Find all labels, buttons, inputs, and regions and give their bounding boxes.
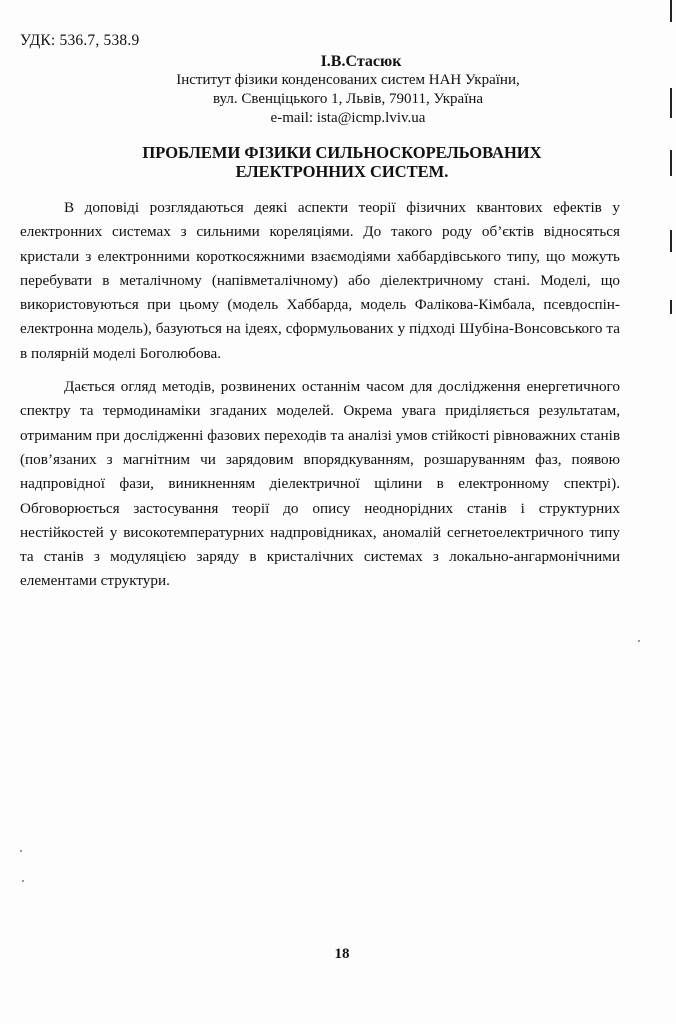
scan-speck xyxy=(22,880,24,882)
title-line-2: ЕЛЕКТРОННИХ СИСТЕМ. xyxy=(235,162,449,181)
affiliation-institute: Інститут фізики конденсованих систем НАН України, xyxy=(176,72,520,88)
udk-code: УДК: 536.7, 538.9 xyxy=(20,32,140,49)
header-block xyxy=(0,52,676,128)
paper-title xyxy=(4,143,676,181)
scan-speck xyxy=(20,850,22,852)
scan-edge-mark xyxy=(670,88,672,118)
scan-speck xyxy=(638,640,640,642)
paragraph-2: Дається огляд методів, розвинених останнім часом для дослідження енергетичного спектру та термодинаміки згаданих моделей. Окрема увага приділяється результатам, отриманим при дослідженні фазових переходів та аналізі умов стійкості рівноважних станів (пов’язаних з магнітним чи зарядовим впорядкуванням, розшаруванням фаз, появою надпровідної фази, виникненням діелектричної щілини в електронному спектрі). Обговорюється застосування теорії до опису неоднорідних станів і структурних нестійкостей у високотемпературних надпровідниках, аномалій сегнетоелектричного типу та станів з модуляцією заряду в кристалічних системах з локально-ангармонічними елементами структури. xyxy=(20,378,620,590)
page-number: 18 xyxy=(334,946,350,962)
author-name: І.В.Стасюк xyxy=(320,53,402,70)
scan-edge-mark xyxy=(670,230,672,252)
affiliation-email: e-mail: ista@icmp.lviv.ua xyxy=(270,110,426,126)
scan-edge-mark xyxy=(670,150,672,176)
title-line-1: ПРОБЛЕМИ ФІЗИКИ СИЛЬНОСКОРЕЛЬОВАНИХ xyxy=(142,143,542,162)
abstract-body xyxy=(20,196,620,603)
paragraph-1: В доповіді розглядаються деякі аспекти теорії фізичних квантових ефектів у електронних системах з сильними кореляціями. До такого роду об’єктів відносяться кристали з електронними короткосяжними взаємодіями хаббардівського типу, що можуть перебувати в металічному (напівметалічному) або діелектричному стані. Моделі, що використовуються при цьому (модель Хаббарда, модель Фалікова-Кімбала, псевдоспін-електронна модель), базуються на ідеях, сформульованих у підході Шубіна-Вонсовського та в полярній моделі Боголюбова. xyxy=(20,199,620,362)
affiliation-address: вул. Свенціцького 1, Львів, 79011, Україна xyxy=(212,91,484,107)
scan-edge-mark xyxy=(670,300,672,314)
scan-edge-mark xyxy=(670,0,672,22)
